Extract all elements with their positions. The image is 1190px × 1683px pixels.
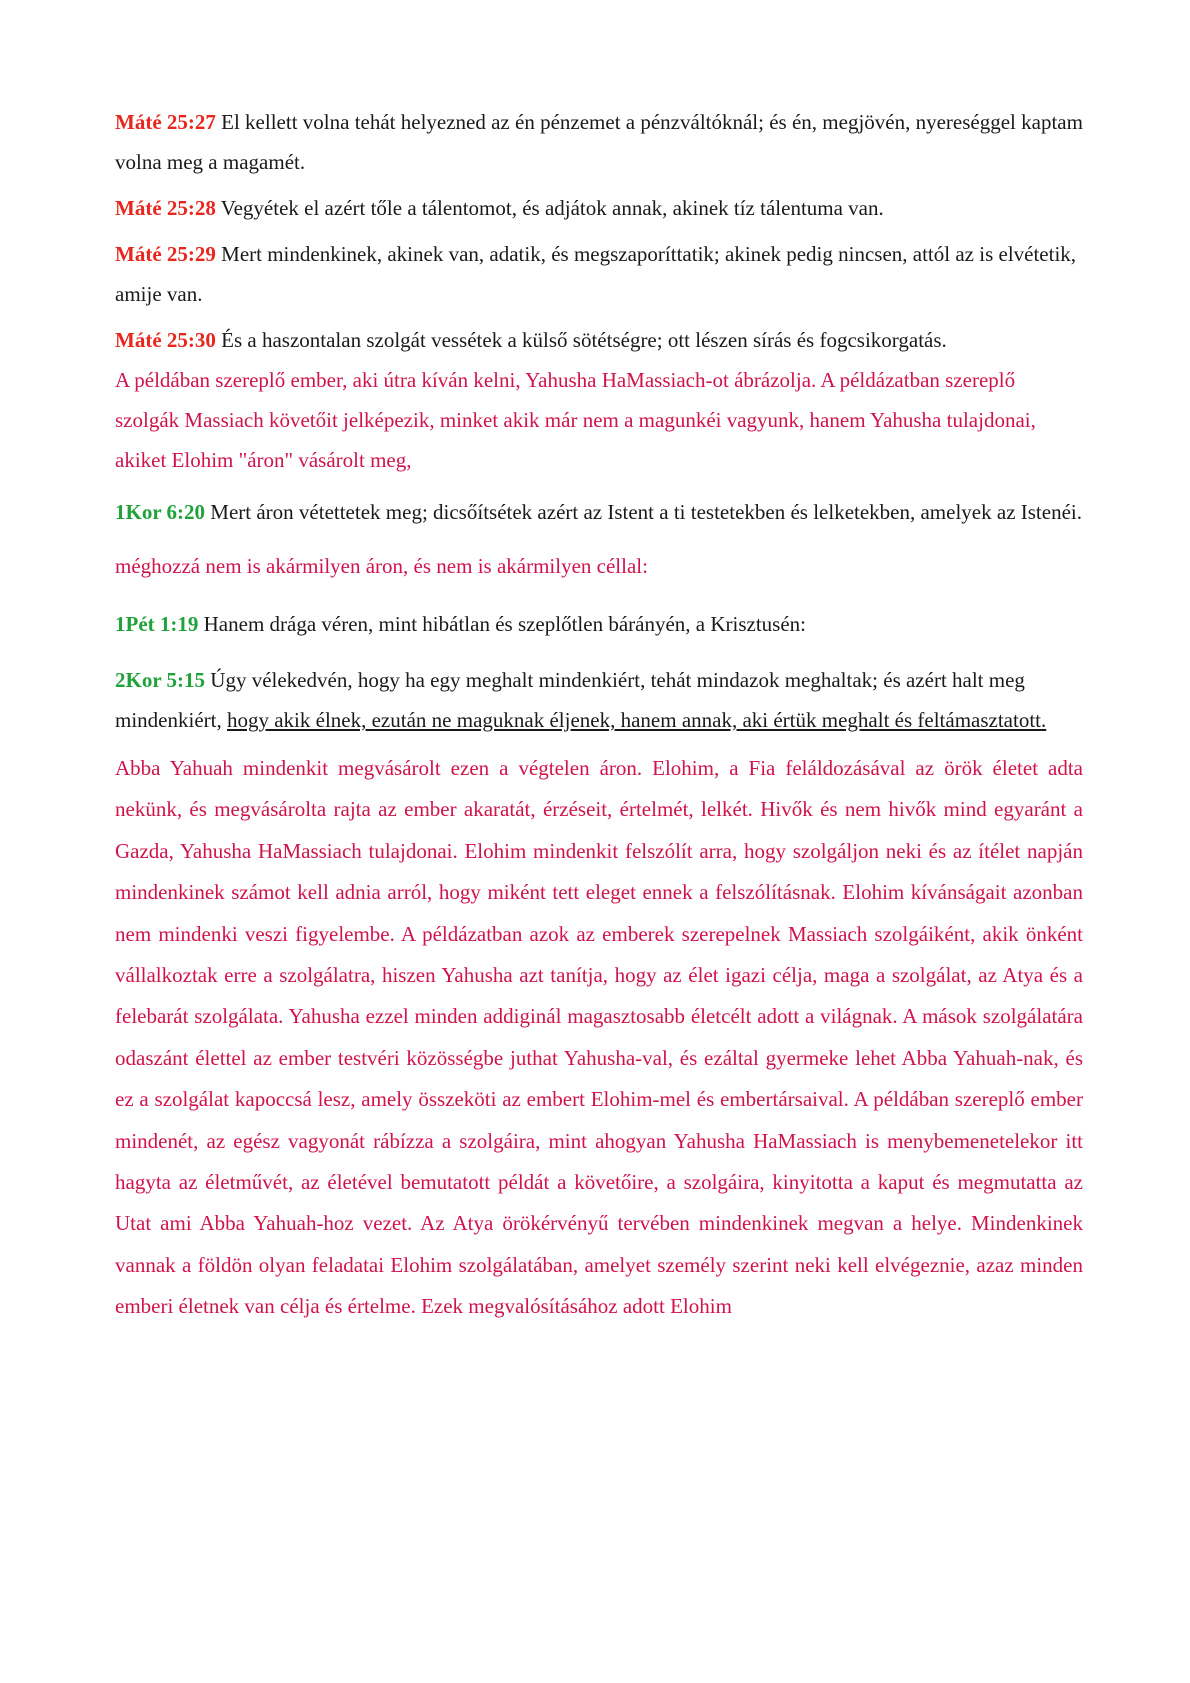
verse-text: És a haszontalan szolgát vessétek a külső sötétségre; ott lészen sírás és fogcsikorgatás. [215,328,947,352]
verse-text: El kellett volna tehát helyezned az én pénzemet a pénzváltóknál; és én, megjövén, nyereséggel kaptam volna meg a magamét. [115,110,1083,174]
verse-1kor-6-20 [115,492,1083,532]
verse-1pet-1-19 [115,604,1083,644]
commentary-paragraph-1: A példában szereplő ember, aki útra kíván kelni, Yahusha HaMassiach-ot ábrázolja. A példázatban szereplő szolgák Massiach követőit jelképezik, minket akik már nem a magunkéi vagyunk, hanem Yahusha tulajdonai, akiket Elohim "áron" vásárolt meg, [115,368,1036,472]
verse-ref: 1Kor 6:20 [115,500,206,524]
verse-ref: Máté 25:30 [115,328,216,352]
verse-text-underlined: hogy akik élnek, ezután ne maguknak éljenek, hanem annak, aki értük meghalt és feltámasztatott. [226,708,1047,732]
verse-text: Vegyétek el azért tőle a tálentomot, és adjátok annak, akinek tíz tálentuma van. [215,196,884,220]
commentary-main-paragraph: Abba Yahuah mindenkit megvásárolt ezen a végtelen áron. Elohim, a Fia feláldozásával az örök életet adta nekünk, és megvásárolta rajta az ember akaratát, érzéseit, értelmét, lelkét. Hivők és nem hivők mind egyaránt a Gazda, Yahusha HaMassiach tulajdonai. Elohim mindenkit felszólít arra, hogy szolgáljon neki és az ítélet napján mindenkinek számot kell adnia arról, hogy miként tett eleget ennek a felszólításnak. Elohim kívánságait azonban nem mindenki veszi figyelembe. A példázatban azok az emberek szerepelnek Massiach szolgáiként, akik önként vállalkoztak erre a szolgálatra, hiszen Yahusha azt tanítja, hogy az élet igazi célja, maga a szolgálat, az Atya és a felebarát szolgálata. Yahusha ezzel minden addiginál magasztosabb életcélt adott a világnak. A mások szolgálatára odaszánt élettel az ember testvéri közösségbe juthat Yahusha-val, és ezáltal gyermeke lehet Abba Yahuah-nak, és ez a szolgálat kapoccsá lesz, amely összeköti az embert Elohim-mel és embertársaival. A példában szereplő ember mindenét, az egész vagyonát rábízza a szolgáira, mint ahogyan Yahusha HaMassiach is menybemenetelekor itt hagyta az életművét, az életével bemutatott példát a követőire, a szolgáira, kinyitotta a kaput és megmutatta az Utat ami Abba Yahuah-hoz vezet. Az Atya örökérvényű tervében mindenkinek megvan a helye. Mindenkinek vannak a földön olyan feladatai Elohim szolgálatában, amelyet személy szerint neki kell elvégeznie, azaz minden emberi életnek van célja és értelme. Ezek megvalósításához adott Elohim [115,756,1083,1319]
verse-mate-25-30 [115,320,1083,360]
document-page [115,102,1083,1328]
verse-2kor-5-15 [115,660,1083,740]
verse-ref: Máté 25:28 [115,196,216,220]
verse-text: Mert áron vétettetek meg; dicsőítsétek azért az Istent a ti testetekben és lelketekben, amelyek az Istenéi. [205,500,1082,524]
verse-ref: 2Kor 5:15 [115,668,206,692]
verse-ref: Máté 25:29 [115,242,216,266]
verse-ref: Máté 25:27 [115,110,216,134]
commentary-paragraph-2: méghozzá nem is akármilyen áron, és nem is akármilyen céllal: [115,554,648,578]
verse-text: Úgy vélekedvén, hogy ha egy meghalt mindenkiért, tehát mindazok meghaltak; és azért halt meg mindenkiért, [115,668,1025,732]
verse-text: Hanem drága véren, mint hibátlan és szeplőtlen bárányén, a Krisztusén: [198,612,807,636]
verse-ref: 1Pét 1:19 [115,612,199,636]
verse-mate-25-29 [115,234,1083,314]
verse-mate-25-27 [115,102,1083,182]
verse-mate-25-28 [115,188,1083,228]
verse-text: Mert mindenkinek, akinek van, adatik, és megszaporíttatik; akinek pedig nincsen, attól az is elvétetik, amije van. [115,242,1077,306]
